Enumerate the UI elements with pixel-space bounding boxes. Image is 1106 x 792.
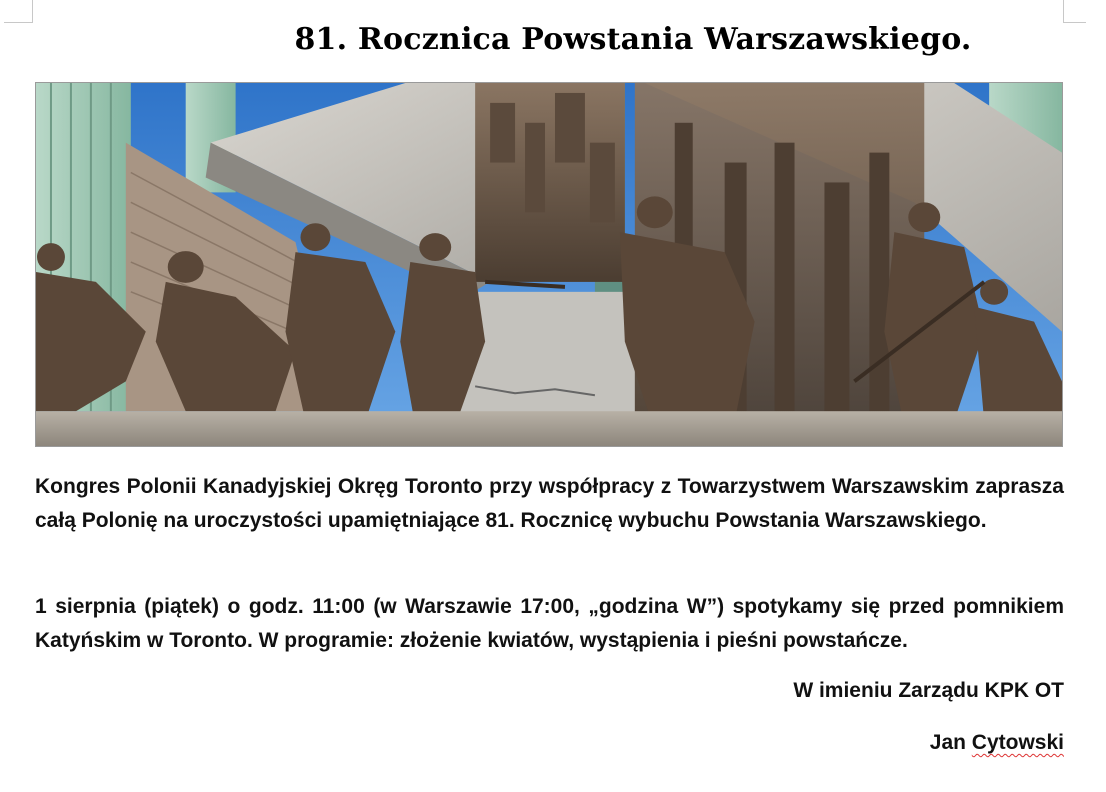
signature-last-name: Cytowski: [971, 731, 1064, 754]
event-details-paragraph: 1 sierpnia (piątek) o godz. 11:00 (w Warszawie 17:00, „godzina W”) spotykamy się przed pomnikiem Katyńskim w Toronto. W programie: złożenie kwiatów, wystąpienia i pieśni powstańcze.: [35, 595, 1064, 652]
monument-photo-graphic: [36, 83, 1062, 446]
signature-first-name: Jan: [929, 731, 972, 754]
monument-photo[interactable]: [35, 82, 1063, 447]
invitation-paragraph: Kongres Polonii Kanadyjskiej Okręg Toronto przy współpracy z Towarzystwem Warszawskim zaprasza całą Polonię na uroczystości upamiętniające 81. Rocznicę wybuchu Powstania Warszawskiego.: [35, 475, 1064, 532]
signature-name: [930, 731, 1064, 755]
signature-line: W imieniu Zarządu KPK OT: [793, 679, 1064, 702]
page-corner-mark: [1063, 0, 1086, 23]
document-title: 81. Rocznica Powstania Warszawskiego.: [294, 22, 972, 57]
page-corner-mark: [4, 0, 33, 23]
